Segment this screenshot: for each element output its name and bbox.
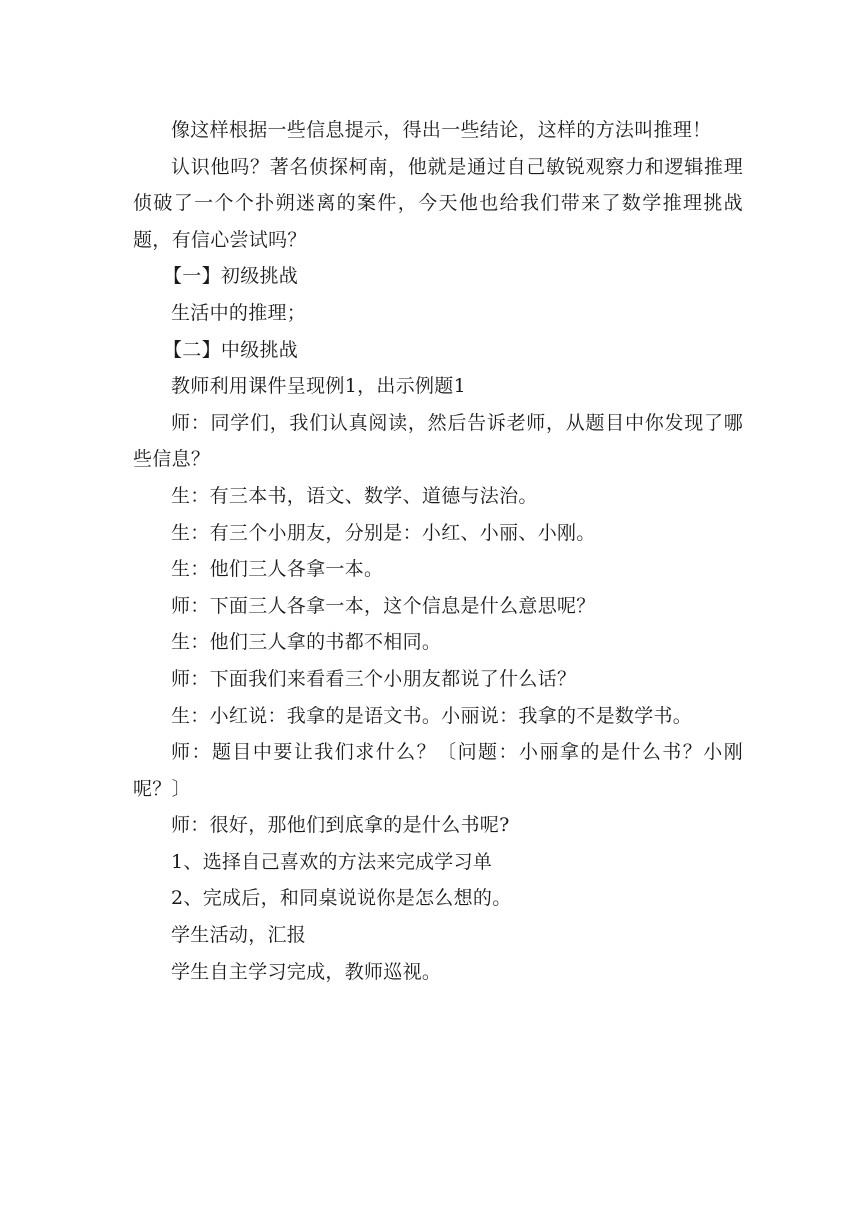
paragraph-conan-intro: 认识他吗？著名侦探柯南，他就是通过自己敏锐观察力和逻辑推理侦破了一个个扑朔迷离的案件，今天他也给我们带来了数学推理挑战题，有信心尝试吗？ <box>133 155 743 251</box>
paragraph-student-answer-3: 生：他们三人各拿一本。 <box>171 558 384 581</box>
paragraph-teacher-question-5: 师：很好，那他们到底拿的是什么书呢? <box>171 814 510 837</box>
paragraph-teacher-question-2: 师：下面三人各拿一本，这个信息是什么意思呢？ <box>171 594 596 617</box>
paragraph-reasoning-definition: 像这样根据一些信息提示，得出一些结论，这样的方法叫推理！ <box>171 119 712 141</box>
paragraph-life-reasoning: 生活中的推理； <box>171 301 307 324</box>
section-heading-intermediate: 【二】中级挑战 <box>163 338 299 361</box>
paragraph-student-answer-5: 生：小红说：我拿的是语文书。小丽说：我拿的不是数学书。 <box>171 704 693 727</box>
paragraph-student-answer-1: 生：有三本书，语文、数学、道德与法治。 <box>171 484 538 507</box>
section-heading-beginner: 【一】初级挑战 <box>163 265 299 288</box>
paragraph-teacher-question-1: 师：同学们，我们认真阅读，然后告诉老师，从题目中你发现了哪些信息？ <box>133 411 743 471</box>
paragraph-step-1: 1、选择自己喜欢的方法来完成学习单 <box>171 850 493 873</box>
paragraph-student-activity: 学生活动，汇报 <box>171 924 307 947</box>
paragraph-teacher-question-4: 师：题目中要让我们求什么？〔问题：小丽拿的是什么书？小刚呢？〕 <box>133 741 743 800</box>
paragraph-example-intro: 教师利用课件呈现例1，出示例题1 <box>171 375 466 398</box>
paragraph-step-2: 2、完成后，和同桌说说你是怎么想的。 <box>171 887 512 910</box>
paragraph-student-answer-4: 生：他们三人拿的书都不相同。 <box>171 631 442 654</box>
document-page <box>133 112 743 990</box>
paragraph-self-study: 学生自主学习完成，教师巡视。 <box>171 960 442 983</box>
paragraph-student-answer-2: 生：有三个小朋友，分别是：小红、小丽、小刚。 <box>171 521 596 544</box>
paragraph-teacher-question-3: 师：下面我们来看看三个小朋友都说了什么话？ <box>171 667 577 690</box>
